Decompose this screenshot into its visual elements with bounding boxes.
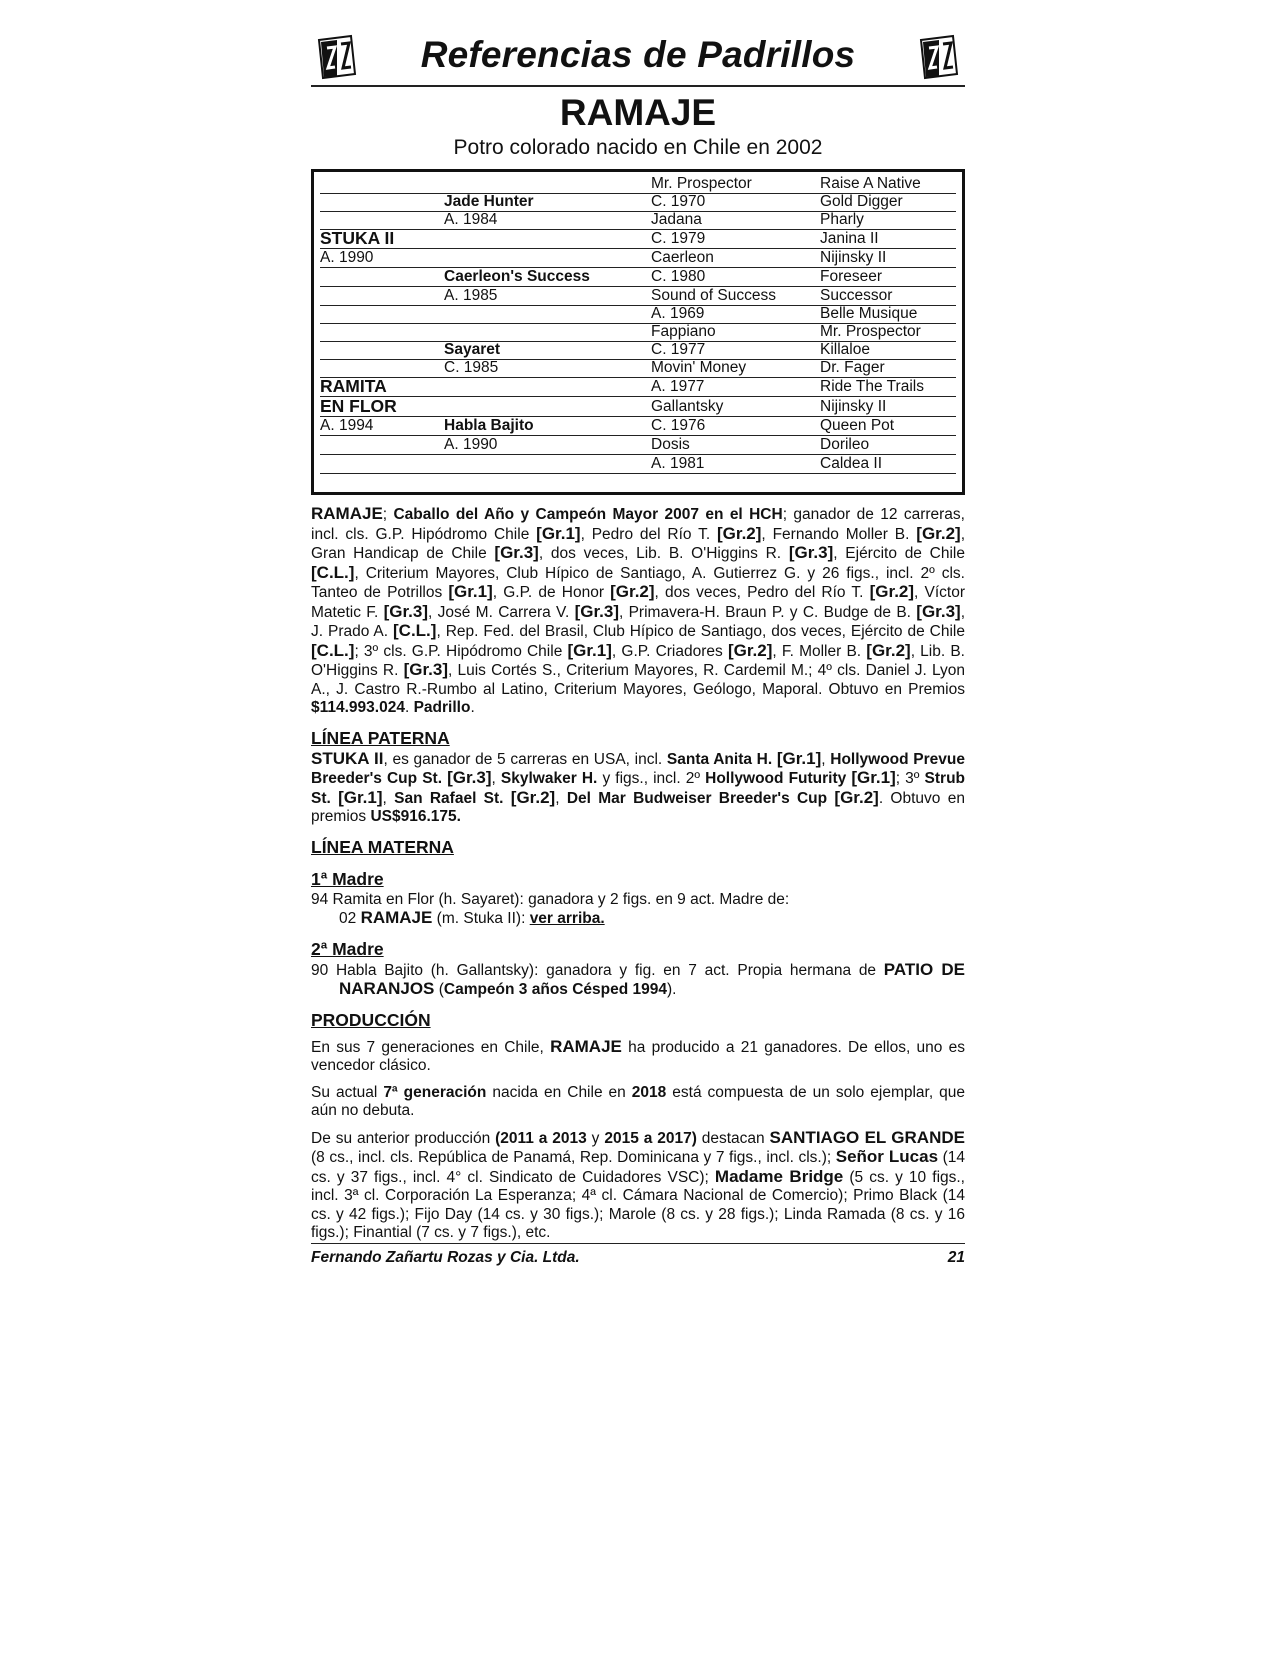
text: (8 cs., incl. cls. República de Panamá, Rep. Dominicana y 7 figs., incl. cls.); bbox=[311, 1149, 836, 1166]
prize-amount: US$916.175. bbox=[370, 808, 461, 825]
section-heading-materna: LÍNEA MATERNA bbox=[311, 836, 454, 857]
pedigree-cell: Raise A Native bbox=[820, 175, 921, 192]
pedigree-cell: Dr. Fager bbox=[820, 359, 885, 376]
page bbox=[311, 30, 966, 1266]
pedigree-row bbox=[320, 304, 956, 324]
pedigree-cell: Dosis bbox=[651, 436, 690, 453]
pedigree-cell: Caldea II bbox=[820, 455, 883, 472]
body-text bbox=[311, 505, 965, 1243]
grade: [Gr.2] bbox=[866, 640, 911, 660]
pedigree-cell: Queen Pot bbox=[820, 417, 895, 434]
text: , Rep. Fed. del Brasil, Club Hípico de Santiago, dos veces, Ejército de Chile bbox=[436, 623, 965, 640]
offspring-name: Madame Bridge bbox=[714, 1166, 844, 1186]
grade: [Gr.1] bbox=[567, 640, 612, 660]
pedigree-cell: A. 1994 bbox=[320, 417, 374, 434]
pedigree-table bbox=[311, 169, 965, 495]
offspring-name: Señor Lucas bbox=[835, 1147, 939, 1166]
race-name: Del Mar Budweiser Breeder's Cup bbox=[566, 789, 835, 807]
text: En sus 7 generaciones en Chile, bbox=[311, 1038, 551, 1056]
pedigree-cell: Killaloe bbox=[820, 341, 870, 358]
text: , bbox=[491, 770, 501, 787]
madre1-line: 94 Ramita en Flor (h. Sayaret): ganadora y 2 figs. en 9 act. Madre de: bbox=[311, 890, 790, 908]
grade: [Gr.2] bbox=[869, 582, 915, 601]
race-name: Santa Anita H. bbox=[666, 750, 777, 768]
see-above-link[interactable]: ver arriba. bbox=[529, 910, 605, 927]
generation: 7ª generación bbox=[383, 1083, 487, 1101]
section-heading-produccion: PRODUCCIÓN bbox=[311, 1009, 431, 1030]
pedigree-row bbox=[320, 229, 956, 249]
text: , bbox=[555, 789, 567, 807]
text: , G.P. de Honor bbox=[492, 584, 611, 601]
grade: [C.L.] bbox=[393, 621, 437, 640]
pedigree-cell: Nijinsky II bbox=[820, 249, 887, 266]
text: , Gran Handicap de Chile bbox=[311, 525, 965, 562]
grade: [C.L.] bbox=[311, 640, 355, 660]
pedigree-cell: Nijinsky II bbox=[820, 398, 887, 415]
text: . Obtuvo en premios bbox=[311, 789, 965, 825]
pedigree-row bbox=[320, 397, 956, 417]
title-bold: Caballo del Año y Campeón Mayor 2007 en el HCH bbox=[393, 506, 783, 523]
pedigree-cell: A. 1981 bbox=[651, 455, 705, 472]
text: , Criterium Mayores, Club Hípico de Santiago, A. Gutierrez G. y 26 figs., incl. 2º cls. Tanteo de Potrillos bbox=[311, 564, 965, 601]
text: , dos veces, Pedro del Río T. bbox=[654, 584, 870, 601]
text: , bbox=[382, 789, 395, 807]
status-bold: Padrillo bbox=[413, 699, 471, 716]
text: , bbox=[821, 750, 831, 768]
pedigree-cell: C. 1970 bbox=[651, 193, 706, 210]
race-name: Hollywood Prevue Breeder's Cup St. bbox=[311, 750, 965, 787]
pedigree-cell: Caerleon bbox=[651, 249, 714, 266]
grade: [Gr.2] bbox=[610, 582, 655, 601]
grade: [Gr.3] bbox=[916, 601, 961, 621]
text: . bbox=[470, 699, 475, 716]
pedigree-row bbox=[320, 210, 956, 230]
pedigree-cell: C. 1976 bbox=[651, 417, 706, 434]
subsection-heading-madre2: 2ª Madre bbox=[311, 938, 384, 959]
text: nacida en Chile en bbox=[486, 1083, 632, 1101]
year: 2018 bbox=[631, 1083, 667, 1101]
madre1-production bbox=[311, 909, 965, 929]
sire-name: STUKA II bbox=[311, 748, 384, 768]
subsection-heading-madre1: 1ª Madre bbox=[311, 868, 384, 889]
zr-monogram-icon bbox=[917, 34, 961, 80]
text: , Lib. B. O'Higgins R. bbox=[311, 642, 965, 679]
text: y figs., incl. 2º bbox=[597, 770, 706, 787]
grade: [Gr.1] bbox=[338, 787, 383, 807]
pedigree-cell: Belle Musique bbox=[820, 305, 918, 322]
race-name: Strub St. bbox=[311, 770, 966, 807]
pedigree-cell: A. 1985 bbox=[444, 287, 498, 304]
text: , Pedro del Río T. bbox=[580, 525, 718, 543]
pedigree-cell: C. 1977 bbox=[651, 341, 706, 358]
prize-amount: $114.993.024 bbox=[311, 699, 405, 716]
pedigree-cell: Foreseer bbox=[820, 268, 883, 285]
text: , Fernando Moller B. bbox=[761, 525, 917, 543]
pedigree-row bbox=[320, 454, 956, 474]
section-heading-paterna: LÍNEA PATERNA bbox=[311, 727, 450, 748]
pedigree-row bbox=[320, 192, 956, 212]
pedigree-cell: C. 1979 bbox=[651, 230, 706, 247]
pedigree-cell: Successor bbox=[820, 287, 893, 304]
grade: [Gr.2] bbox=[727, 640, 773, 660]
pedigree-cell: Gallantsky bbox=[651, 398, 724, 415]
text: (m. Stuka II): bbox=[432, 910, 530, 927]
text: , F. Moller B. bbox=[772, 642, 867, 660]
years: 2015 a 2017) bbox=[604, 1129, 697, 1147]
pedigree-cell: Movin' Money bbox=[651, 359, 747, 376]
text: , dos veces, Lib. B. O'Higgins R. bbox=[538, 545, 789, 562]
grade: [Gr.3] bbox=[574, 601, 619, 621]
text: (14 cs. y 37 figs., incl. 4° cl. Sindicato de Cuidadores VSC); bbox=[311, 1149, 965, 1186]
pedigree-cell: A. 1969 bbox=[651, 305, 705, 322]
pedigree-cell: A. 1990 bbox=[320, 249, 374, 266]
grade: [Gr.3] bbox=[788, 543, 834, 562]
pedigree-row bbox=[320, 174, 956, 194]
pedigree-cell: Mr. Prospector bbox=[651, 175, 752, 192]
grade: [Gr.1] bbox=[776, 748, 822, 768]
text: Su actual bbox=[311, 1083, 384, 1101]
text: ; ganador de 12 carreras, incl. cls. G.P. Hipódromo Chile bbox=[311, 506, 965, 543]
pedigree-cell: Habla Bajito bbox=[444, 417, 534, 434]
pedigree-cell: Sayaret bbox=[444, 341, 501, 358]
madre2-paragraph bbox=[311, 961, 965, 1000]
pedigree-cell: Fappiano bbox=[651, 323, 716, 340]
championship: Campeón 3 años Césped 1994 bbox=[443, 981, 667, 998]
text: ; 3º bbox=[895, 770, 925, 787]
page-header bbox=[311, 30, 965, 87]
text: , Ejército de Chile bbox=[833, 545, 965, 562]
horse-name-bold: RAMAJE bbox=[311, 504, 383, 523]
page-title: Referencias de Padrillos bbox=[420, 34, 856, 75]
pedigree-cell: Caerleon's Success bbox=[444, 268, 590, 285]
intro-paragraph bbox=[311, 505, 965, 718]
pedigree-cell: RAMITA bbox=[320, 376, 387, 396]
text: , J. Prado A. bbox=[311, 603, 965, 640]
grade: [Gr.3] bbox=[403, 660, 448, 679]
pedigree-cell: Gold Digger bbox=[820, 193, 903, 210]
horse-subtitle: Potro colorado nacido en Chile en 2002 bbox=[453, 136, 823, 159]
pedigree-cell: Jade Hunter bbox=[444, 193, 534, 210]
pedigree-cell: A. 1977 bbox=[651, 378, 705, 395]
pedigree-row bbox=[320, 416, 956, 436]
grade: [Gr.3] bbox=[494, 543, 539, 562]
years: (2011 a 2013 bbox=[495, 1129, 587, 1147]
grade: [Gr.1] bbox=[851, 768, 896, 787]
text: , Primavera-H. Braun P. y C. Budge de B. bbox=[618, 603, 917, 621]
text: y bbox=[586, 1129, 605, 1147]
footer-page-number: 21 bbox=[947, 1249, 965, 1266]
text: ha producido a 21 ganadores. De ellos, uno es vencedor clásico. bbox=[311, 1038, 965, 1074]
pedigree-cell: EN FLOR bbox=[320, 396, 397, 416]
pedigree-cell: A. 1990 bbox=[444, 436, 498, 453]
grade: [Gr.2] bbox=[717, 523, 762, 543]
pedigree-row bbox=[320, 377, 956, 397]
pedigree-row bbox=[320, 286, 956, 306]
text: . bbox=[404, 699, 414, 716]
race-name: Skylwaker H. bbox=[500, 770, 598, 787]
pedigree-cell: Ride The Trails bbox=[820, 378, 924, 395]
footer-company: Fernando Zañartu Rozas y Cia. Ltda. bbox=[311, 1249, 580, 1266]
text: ). bbox=[667, 981, 677, 998]
produccion-paragraph-1 bbox=[311, 1038, 965, 1076]
produccion-paragraph-3 bbox=[311, 1129, 965, 1243]
text: ; 3º cls. G.P. Hipódromo Chile bbox=[354, 642, 568, 660]
text: , es ganador de 5 carreras en USA, incl. bbox=[383, 750, 667, 768]
text: , Víctor Matetic F. bbox=[311, 584, 965, 621]
pedigree-cell: STUKA II bbox=[320, 228, 395, 248]
pedigree-cell: Janina II bbox=[820, 230, 879, 247]
pedigree-row bbox=[320, 322, 956, 342]
pedigree-row bbox=[320, 248, 956, 268]
pedigree-cell: C. 1985 bbox=[444, 359, 499, 376]
text: , José M. Carrera V. bbox=[428, 603, 575, 621]
horse-name-bold: RAMAJE bbox=[360, 908, 433, 927]
grade: [Gr.2] bbox=[834, 787, 879, 807]
pedigree-row bbox=[320, 358, 956, 378]
race-name: Hollywood Futurity bbox=[705, 770, 852, 787]
pedigree-cell: A. 1984 bbox=[444, 211, 498, 228]
pedigree-cell: C. 1980 bbox=[651, 268, 706, 285]
grade: [Gr.1] bbox=[448, 582, 493, 601]
text: ; bbox=[382, 506, 394, 523]
pedigree-cell: Mr. Prospector bbox=[820, 323, 921, 340]
pedigree-cell: Sound of Success bbox=[651, 287, 776, 304]
pedigree-row bbox=[320, 267, 956, 287]
grade: [C.L.] bbox=[311, 562, 355, 582]
page-footer bbox=[311, 1243, 965, 1269]
paterna-paragraph bbox=[311, 750, 965, 827]
grade: [Gr.3] bbox=[447, 768, 492, 787]
race-name: San Rafael St. bbox=[394, 789, 511, 807]
text: 02 bbox=[339, 910, 361, 927]
text: , Luis Cortés S., Criterium Mayores, R. Cardemil M.; 4º cls. Daniel J. Lyon A., J. Castro R.-Rumbo al Latino, Criterium Mayores, Geólogo, Maporal. Obtuvo en Premios bbox=[311, 662, 965, 698]
horse-name-bold: RAMAJE bbox=[550, 1036, 622, 1056]
produccion-paragraph-2 bbox=[311, 1084, 965, 1121]
grade: [Gr.1] bbox=[536, 523, 581, 543]
text: ( bbox=[434, 981, 444, 998]
horse-name: RAMAJE bbox=[559, 92, 717, 133]
grade: [Gr.2] bbox=[916, 523, 961, 543]
offspring-name: SANTIAGO EL GRANDE bbox=[769, 1127, 965, 1147]
text: está compuesta de un solo ejemplar, que aún no debuta. bbox=[311, 1083, 966, 1119]
pedigree-cell: Dorileo bbox=[820, 436, 870, 453]
text: De su anterior producción bbox=[311, 1129, 496, 1147]
pedigree-cell: Jadana bbox=[651, 211, 702, 228]
pedigree-cell: Pharly bbox=[820, 211, 864, 228]
grade: [Gr.3] bbox=[383, 601, 429, 621]
text: (5 cs. y 10 figs., incl. 3ª cl. Corporación La Esperanza; 4ª cl. Cámara Nacional de Comercio); Primo Black (14 cs. y 42 figs.); Fijo Day (14 cs. y 30 figs.); Marole (8 cs. y 28 figs.); Linda Ramada (8 cs. y 16 figs.); Finantial (7 cs. y 7 figs.), etc. bbox=[311, 1168, 965, 1241]
text: , G.P. Criadores bbox=[611, 642, 728, 660]
sibling-name: PATIO DE NARANJOS bbox=[339, 959, 965, 998]
grade: [Gr.2] bbox=[510, 787, 556, 807]
pedigree-row bbox=[320, 340, 956, 360]
pedigree-row bbox=[320, 435, 956, 455]
text: 90 Habla Bajito (h. Gallantsky): ganadora y fig. en 7 act. Propia hermana de bbox=[311, 961, 884, 979]
text: destacan bbox=[696, 1129, 770, 1147]
